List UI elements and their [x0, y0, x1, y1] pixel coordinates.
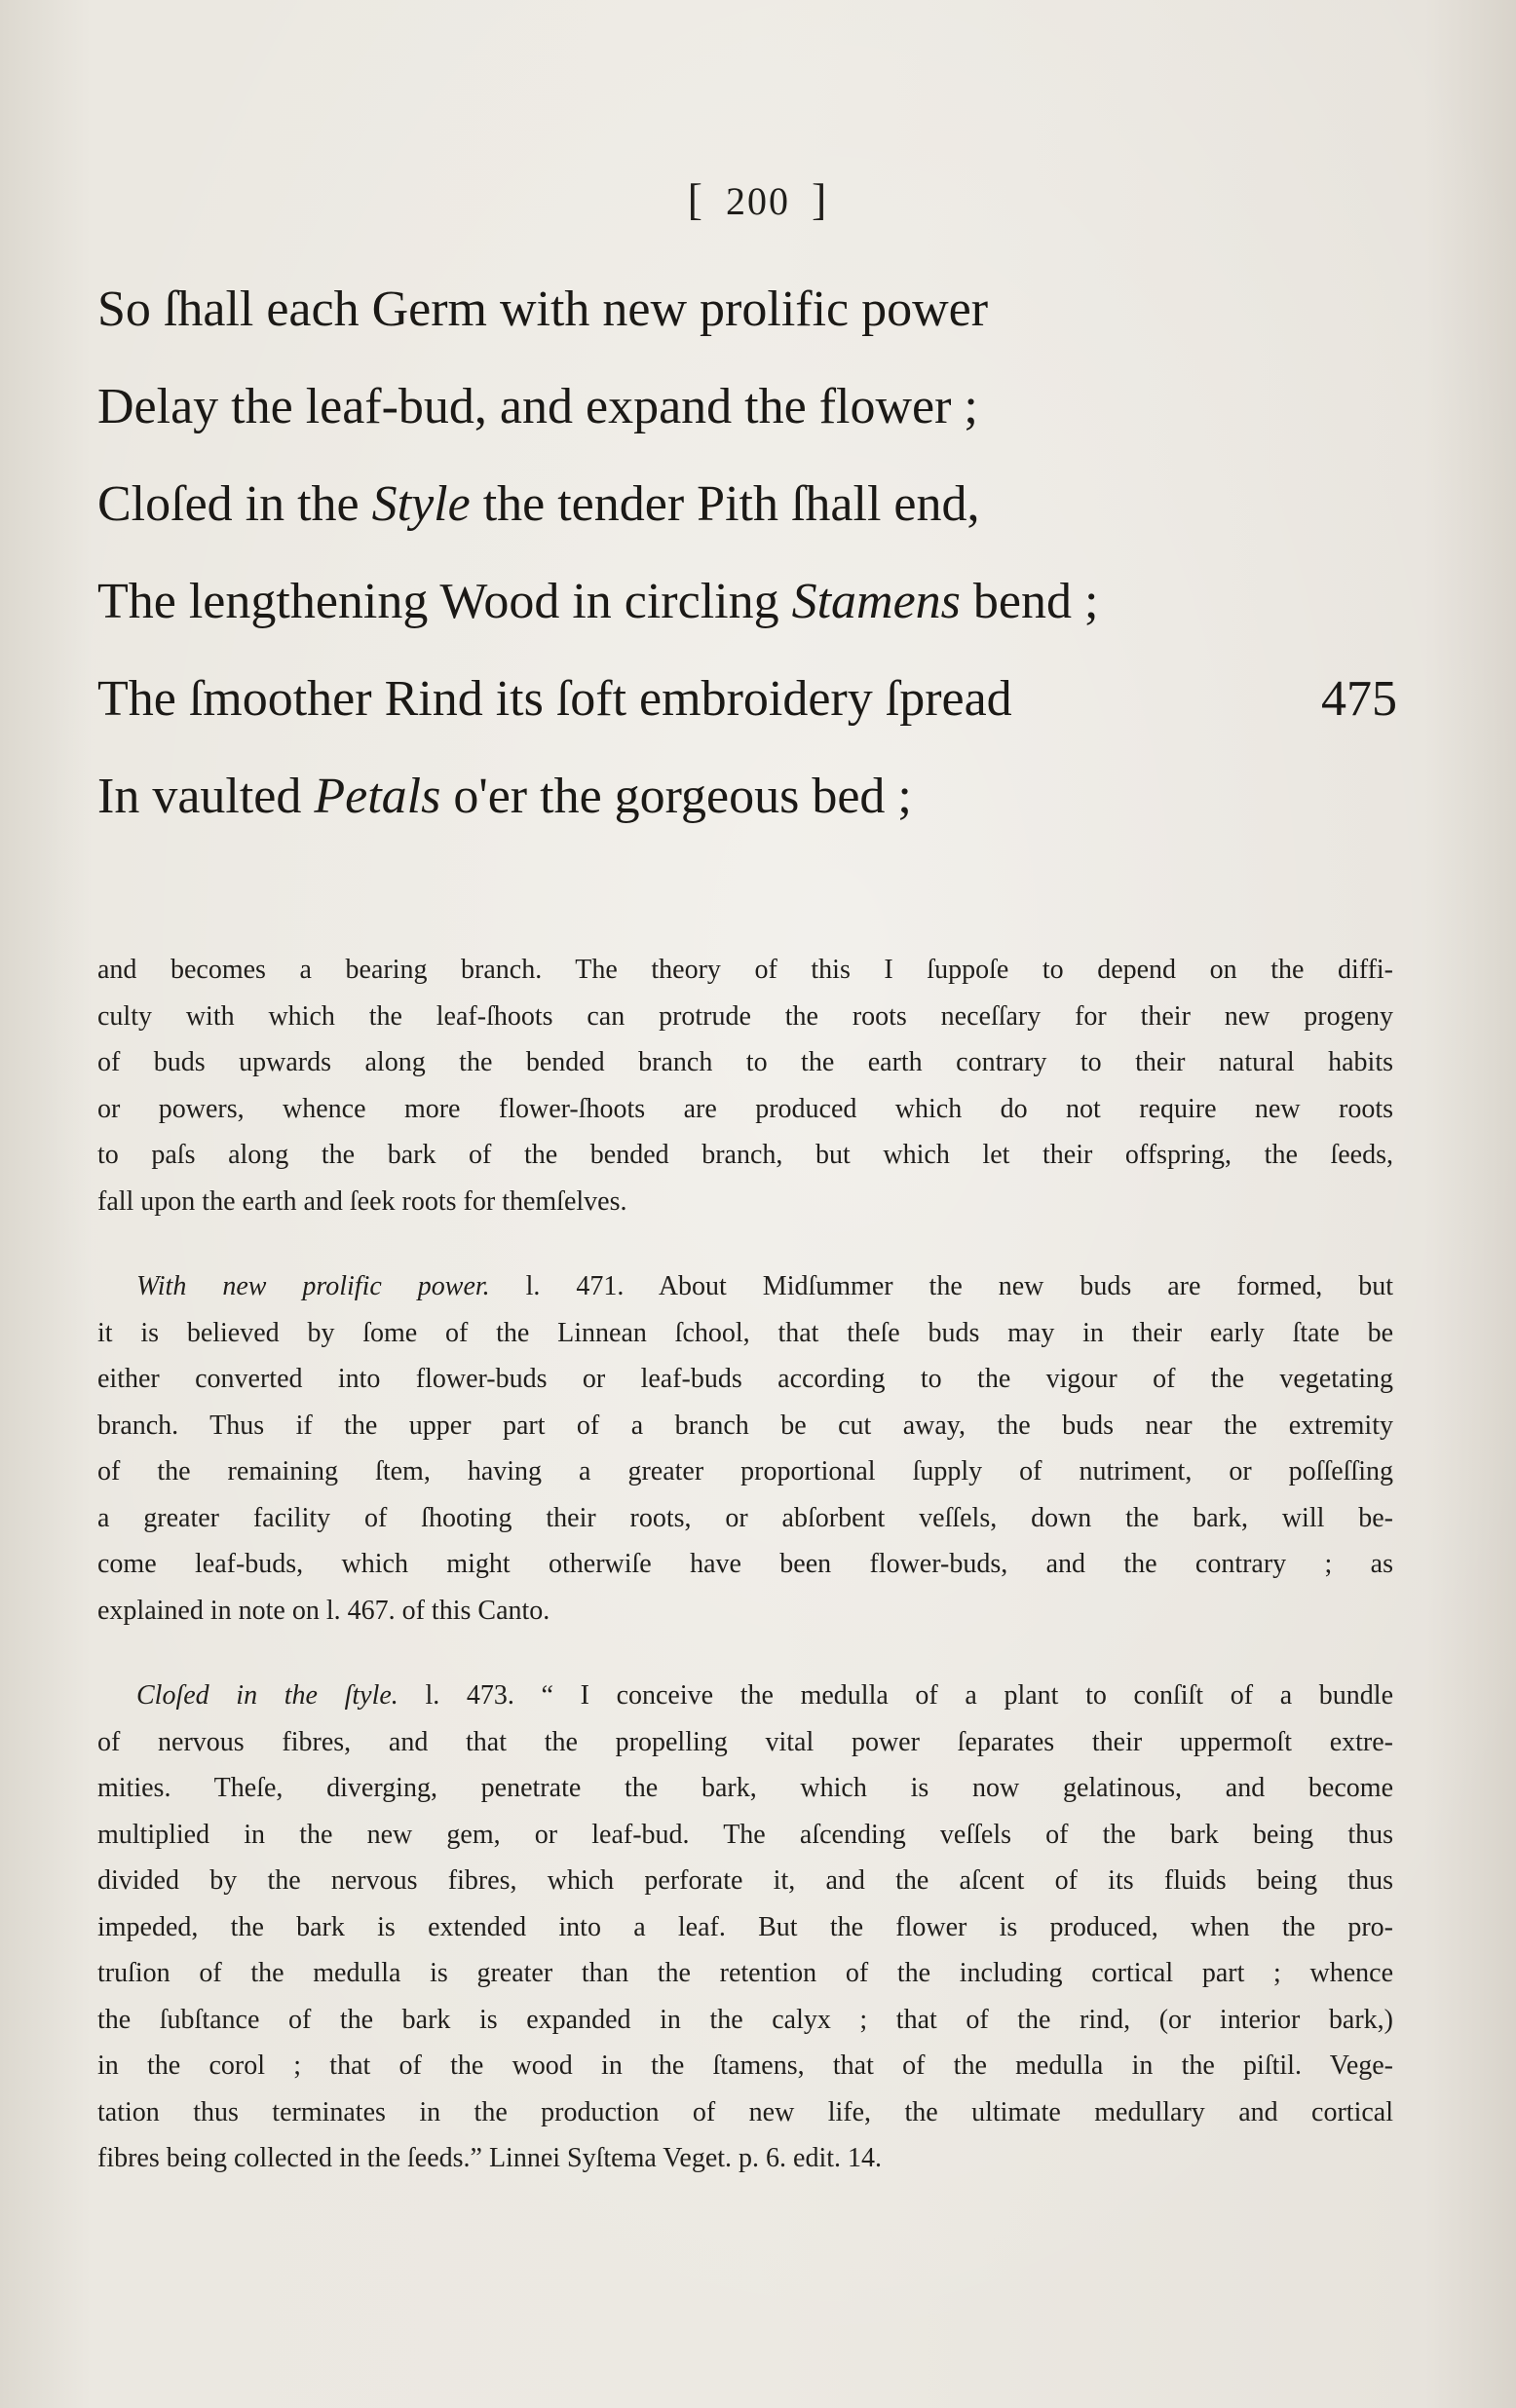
- note-line: [97, 1039, 1393, 1086]
- text-segment: fall upon the earth and ſeek roots for themſelves.: [97, 1185, 627, 1217]
- text-segment: In vaulted: [97, 769, 315, 824]
- italic-text: With new prolific power.: [136, 1271, 490, 1301]
- page-number: 200: [726, 179, 790, 223]
- verse-line: [97, 748, 1393, 846]
- note-paragraph: [97, 947, 1393, 1224]
- verse-line: [97, 456, 1393, 553]
- note-line: [97, 994, 1393, 1040]
- page-header: [0, 173, 1516, 225]
- note-line: [97, 1356, 1393, 1403]
- text-segment: The lengthening Wood in circling: [97, 574, 792, 629]
- text-segment: a greater facility of ſhooting their roots, or abſorbent veſſels, down the bark, will be-: [97, 1502, 1393, 1533]
- text-segment: the ſubſtance of the bark is expanded in the calyx ; that of the rind, (or interior bark,): [97, 2004, 1393, 2035]
- line-number: 475: [1321, 671, 1397, 727]
- text-segment: The ſmoother Rind its ſoft embroidery ſpread: [97, 671, 1012, 727]
- text-segment: divided by the nervous fibres, which perforate it, and the aſcent of its fluids being thus: [97, 1865, 1393, 1896]
- text-segment: to paſs along the bark of the bended branch, but which let their offspring, the ſeeds,: [97, 1140, 1393, 1170]
- text-segment: it is believed by ſome of the Linnean ſchool, that theſe buds may in their early ſtate be: [97, 1317, 1393, 1348]
- note-line: [97, 1495, 1393, 1542]
- text-segment: So ſhall each Germ with new prolific power: [97, 282, 989, 337]
- note-line: [97, 1403, 1393, 1449]
- text-segment: and becomes a bearing branch. The theory of this I ſuppoſe to depend on the diffi-: [97, 955, 1393, 985]
- note-paragraph: [97, 1263, 1393, 1634]
- note-line: [97, 947, 1393, 994]
- note-line: [97, 1858, 1393, 1904]
- text-segment: culty with which the leaf-ſhoots can protrude the roots neceſſary for their new progeny: [97, 1000, 1393, 1032]
- note-line: [97, 1179, 1393, 1225]
- note-line: [97, 1086, 1393, 1133]
- right-bracket: ]: [812, 174, 829, 224]
- note-paragraph: [97, 1673, 1393, 2182]
- verse-line: [97, 358, 1393, 456]
- text-segment: truſion of the medulla is greater than the retention of the including cortical part ; whence: [97, 1958, 1393, 1988]
- text-segment: or powers, whence more flower-ſhoots are produced which do not require new roots: [97, 1093, 1393, 1124]
- note-line: [97, 1719, 1393, 1766]
- text-segment: Cloſed in the: [97, 476, 372, 532]
- note-line: [97, 1132, 1393, 1179]
- note-line: [97, 1950, 1393, 1997]
- note-line: [97, 1673, 1393, 1719]
- text-segment: Delay the leaf-bud, and expand the flower ;: [97, 379, 978, 434]
- text-segment: of the remaining ſtem, having a greater proportional ſupply of nutriment, or poſſeſſing: [97, 1456, 1393, 1486]
- text-segment: explained in note on l. 467. of this Canto.: [97, 1595, 550, 1626]
- text-segment: l. 471. About Midſummer the new buds are formed, but: [489, 1271, 1393, 1301]
- note-line: [97, 1997, 1393, 2044]
- verse-line: [97, 261, 1393, 358]
- verse-block: [97, 261, 1397, 846]
- note-line: [97, 1263, 1393, 1310]
- verse-line: [97, 553, 1393, 651]
- footnotes-block: [97, 947, 1393, 2221]
- text-segment: tation thus terminates in the production of new life, the ultimate medullary and cortical: [97, 2096, 1393, 2127]
- text-segment: the tender Pith ſhall end,: [470, 476, 980, 532]
- text-segment: bend ;: [960, 574, 1099, 629]
- text-segment: multiplied in the new gem, or leaf-bud. The aſcending veſſels of the bark being thus: [97, 1819, 1393, 1850]
- note-line: [97, 1588, 1393, 1635]
- note-line: [97, 1449, 1393, 1495]
- text-segment: fibres being collected in the ſeeds.” Linnei Syſtema Veget. p. 6. edit. 14.: [97, 2143, 883, 2173]
- text-segment: of buds upwards along the bended branch to the earth contrary to their natural habits: [97, 1047, 1393, 1077]
- note-line: [97, 2043, 1393, 2089]
- note-line: [97, 2135, 1393, 2182]
- text-segment: come leaf-buds, which might otherwiſe have been flower-buds, and the contrary ; as: [97, 1549, 1393, 1579]
- verse-line: [97, 651, 1397, 748]
- left-bracket: [: [687, 174, 704, 224]
- note-line: [97, 2089, 1393, 2136]
- note-line: [97, 1812, 1393, 1859]
- italic-text: Stamens: [791, 574, 961, 629]
- note-line: [97, 1765, 1393, 1812]
- text-segment: in the corol ; that of the wood in the ſtamens, that of the medulla in the piſtil. Vege-: [97, 2051, 1393, 2081]
- text-segment: impeded, the bark is extended into a leaf. But the flower is produced, when the pro-: [97, 1911, 1393, 1942]
- italic-text: Cloſed in the ſtyle.: [136, 1680, 398, 1711]
- text-segment: branch. Thus if the upper part of a branch be cut away, the buds near the extremity: [97, 1410, 1393, 1441]
- note-line: [97, 1541, 1393, 1588]
- text-segment: l. 473. “ I conceive the medulla of a plant to conſiſt of a bundle: [398, 1680, 1393, 1711]
- italic-text: Petals: [314, 769, 441, 824]
- italic-text: Style: [371, 476, 471, 532]
- note-line: [97, 1310, 1393, 1357]
- text-segment: of nervous fibres, and that the propelling vital power ſeparates their uppermoſt extre-: [97, 1726, 1393, 1757]
- text-segment: mities. Theſe, diverging, penetrate the bark, which is now gelatinous, and become: [97, 1773, 1393, 1803]
- text-segment: o'er the gorgeous bed ;: [440, 769, 912, 824]
- text-segment: either converted into flower-buds or leaf-buds according to the vigour of the vegetating: [97, 1364, 1393, 1394]
- note-line: [97, 1904, 1393, 1951]
